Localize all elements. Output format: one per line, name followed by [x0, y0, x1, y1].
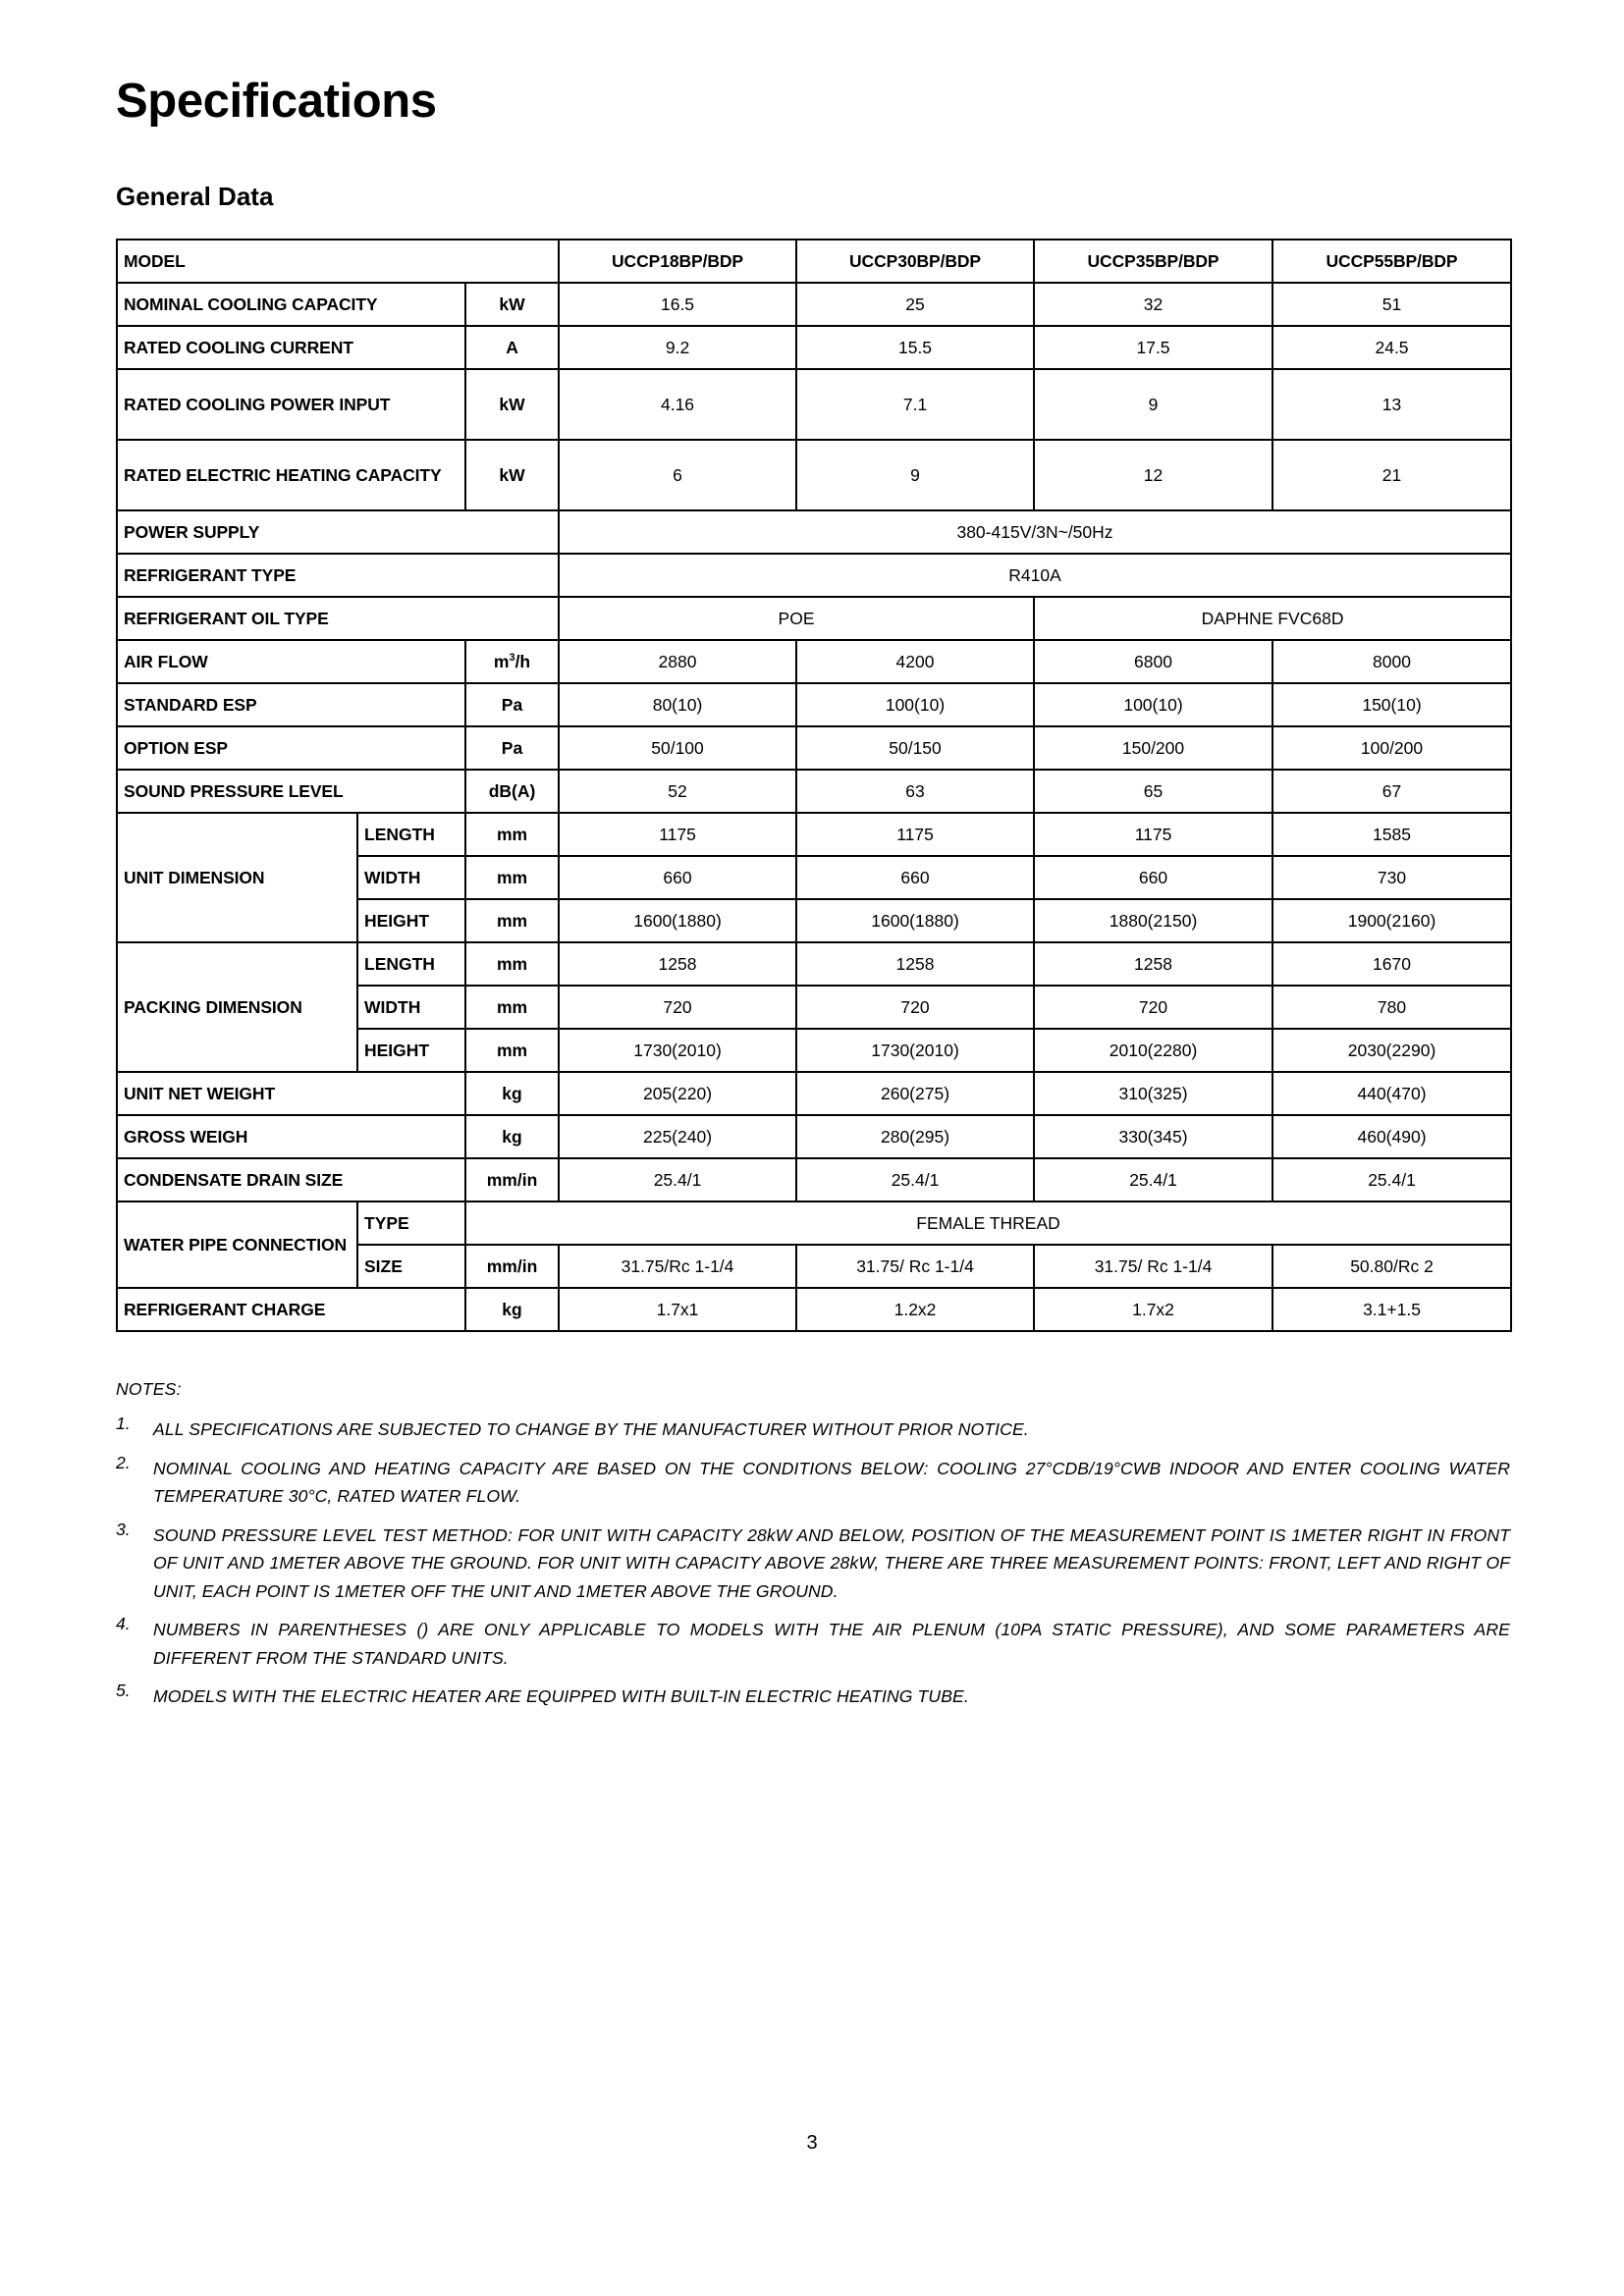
row-value: 25.4/1 [1272, 1158, 1511, 1201]
row-label: REFRIGERANT CHARGE [117, 1288, 465, 1331]
row-value: 1258 [559, 942, 796, 986]
row-value: 260(275) [796, 1072, 1034, 1115]
row-value: 1175 [1034, 813, 1272, 856]
row-value-merged: FEMALE THREAD [465, 1201, 1511, 1245]
row-value-merged: DAPHNE FVC68D [1034, 597, 1511, 640]
row-value: 1670 [1272, 942, 1511, 986]
table-row [117, 1201, 1511, 1245]
table-row [117, 597, 1511, 640]
row-value: 31.75/ Rc 1-1/4 [1034, 1245, 1272, 1288]
row-value: 25.4/1 [796, 1158, 1034, 1201]
row-value: 1880(2150) [1034, 899, 1272, 942]
row-value: 6800 [1034, 640, 1272, 683]
row-value: 25.4/1 [1034, 1158, 1272, 1201]
note-text: ALL SPECIFICATIONS ARE SUBJECTED TO CHANGE BY THE MANUFACTURER WITHOUT PRIOR NOTICE. [153, 1419, 1029, 1440]
row-label: RATED ELECTRIC HEATING CAPACITY [117, 440, 465, 510]
row-label: RATED COOLING CURRENT [117, 326, 465, 369]
model-column-header: UCCP30BP/BDP [796, 240, 1034, 283]
row-value: 100/200 [1272, 726, 1511, 770]
group-label-unit-dimension: UNIT DIMENSION [117, 813, 357, 942]
row-unit: mm [465, 899, 559, 942]
row-value: 1600(1880) [796, 899, 1034, 942]
row-label: REFRIGERANT TYPE [117, 554, 559, 597]
row-unit: kW [465, 283, 559, 326]
row-unit: kW [465, 369, 559, 440]
row-value: 460(490) [1272, 1115, 1511, 1158]
row-label: RATED COOLING POWER INPUT [117, 369, 465, 440]
row-value: 2880 [559, 640, 796, 683]
row-value: 1.7x2 [1034, 1288, 1272, 1331]
row-unit: mm [465, 813, 559, 856]
note-number: 5. [116, 1681, 131, 1701]
sub-row-label: LENGTH [357, 813, 465, 856]
table-row [117, 683, 1511, 726]
row-value: 150(10) [1272, 683, 1511, 726]
row-value: 660 [1034, 856, 1272, 899]
page-number: 3 [806, 2132, 818, 2154]
row-value: 205(220) [559, 1072, 796, 1115]
row-value: 4200 [796, 640, 1034, 683]
row-unit: mm [465, 942, 559, 986]
note-item [116, 1452, 1510, 1511]
table-body [117, 240, 1511, 1331]
row-value: 50.80/Rc 2 [1272, 1245, 1511, 1288]
row-value: 67 [1272, 770, 1511, 813]
row-value: 150/200 [1034, 726, 1272, 770]
row-unit: mm/in [465, 1245, 559, 1288]
row-value: 1.7x1 [559, 1288, 796, 1331]
row-value: 660 [796, 856, 1034, 899]
row-value: 12 [1034, 440, 1272, 510]
note-number: 3. [116, 1519, 131, 1539]
table-row [117, 1288, 1511, 1331]
row-unit: kg [465, 1115, 559, 1158]
row-value: 9 [1034, 369, 1272, 440]
notes-section [116, 1378, 1510, 1711]
row-value: 1585 [1272, 813, 1511, 856]
row-value: 6 [559, 440, 796, 510]
row-label: UNIT NET WEIGHT [117, 1072, 465, 1115]
row-value: 1730(2010) [559, 1029, 796, 1072]
row-value: 15.5 [796, 326, 1034, 369]
row-value: 780 [1272, 986, 1511, 1029]
row-unit: $m^3/h$ [465, 640, 559, 683]
table-row [117, 770, 1511, 813]
table-row [117, 726, 1511, 770]
row-value: 1258 [1034, 942, 1272, 986]
row-value: 720 [796, 986, 1034, 1029]
group-label-packing-dimension: PACKING DIMENSION [117, 942, 357, 1072]
row-value: 4.16 [559, 369, 796, 440]
row-unit: kg [465, 1288, 559, 1331]
row-unit: mm/in [465, 1158, 559, 1201]
row-unit: Pa [465, 726, 559, 770]
table-row [117, 369, 1511, 440]
row-value: 2030(2290) [1272, 1029, 1511, 1072]
row-label: NOMINAL COOLING CAPACITY [117, 283, 465, 326]
row-value-merged: 380-415V/3N~/50Hz [559, 510, 1511, 554]
note-number: 2. [116, 1452, 131, 1472]
note-item [116, 1519, 1510, 1606]
general-data-table [116, 239, 1512, 1332]
table-row [117, 640, 1511, 683]
row-value: 1900(2160) [1272, 899, 1511, 942]
model-column-header: UCCP55BP/BDP [1272, 240, 1511, 283]
note-number: 1. [116, 1414, 131, 1434]
row-value-merged: POE [559, 597, 1034, 640]
row-value: 330(345) [1034, 1115, 1272, 1158]
row-value: 1258 [796, 942, 1034, 986]
note-text: NOMINAL COOLING AND HEATING CAPACITY ARE BASED ON THE CONDITIONS BELOW: COOLING 27°CDB/19°CWB INDOOR AND ENTER COOLING WATER TEMPERATURE 30°C, RATED WATER FLOW. [153, 1458, 1510, 1507]
row-value: 7.1 [796, 369, 1034, 440]
row-unit: A [465, 326, 559, 369]
row-unit: kg [465, 1072, 559, 1115]
row-value: 25.4/1 [559, 1158, 796, 1201]
table-row [117, 554, 1511, 597]
row-value: 9.2 [559, 326, 796, 369]
row-value: 1730(2010) [796, 1029, 1034, 1072]
row-value: 80(10) [559, 683, 796, 726]
row-value: 1175 [796, 813, 1034, 856]
row-unit: mm [465, 856, 559, 899]
row-unit: kW [465, 440, 559, 510]
note-item [116, 1415, 1510, 1444]
row-label: POWER SUPPLY [117, 510, 559, 554]
table-row [117, 942, 1511, 986]
row-value: 24.5 [1272, 326, 1511, 369]
row-value: 63 [796, 770, 1034, 813]
row-value: 65 [1034, 770, 1272, 813]
table-row [117, 1158, 1511, 1201]
page-title: Specifications [116, 75, 437, 128]
row-value: 1600(1880) [559, 899, 796, 942]
row-value: 31.75/ Rc 1-1/4 [796, 1245, 1034, 1288]
note-number: 4. [116, 1614, 131, 1634]
row-value: 52 [559, 770, 796, 813]
row-value: 100(10) [1034, 683, 1272, 726]
row-value: 17.5 [1034, 326, 1272, 369]
row-value: 310(325) [1034, 1072, 1272, 1115]
table-row [117, 813, 1511, 856]
row-value: 730 [1272, 856, 1511, 899]
sub-row-label: TYPE [357, 1201, 465, 1245]
row-value: 51 [1272, 283, 1511, 326]
row-value: 16.5 [559, 283, 796, 326]
note-text: NUMBERS IN PARENTHESES () ARE ONLY APPLICABLE TO MODELS WITH THE AIR PLENUM (10PA STATIC PRESSURE), AND SOME PARAMETERS ARE DIFFERENT FROM THE STANDARD UNITS. [153, 1620, 1510, 1668]
table-header-row [117, 240, 1511, 283]
row-value: 720 [559, 986, 796, 1029]
row-value: 13 [1272, 369, 1511, 440]
table-row [117, 1115, 1511, 1158]
row-value: 720 [1034, 986, 1272, 1029]
row-value: 8000 [1272, 640, 1511, 683]
row-value: 440(470) [1272, 1072, 1511, 1115]
row-value: 32 [1034, 283, 1272, 326]
row-label: GROSS WEIGH [117, 1115, 465, 1158]
table-row [117, 326, 1511, 369]
row-value: 660 [559, 856, 796, 899]
row-value: 21 [1272, 440, 1511, 510]
row-value-merged: R410A [559, 554, 1511, 597]
row-value: 9 [796, 440, 1034, 510]
note-item [116, 1682, 1510, 1711]
sub-row-label: HEIGHT [357, 899, 465, 942]
row-label: STANDARD ESP [117, 683, 465, 726]
row-value: 50/150 [796, 726, 1034, 770]
row-unit: Pa [465, 683, 559, 726]
sub-row-label: LENGTH [357, 942, 465, 986]
section-title: General Data [116, 182, 274, 212]
row-label: OPTION ESP [117, 726, 465, 770]
row-value: 3.1+1.5 [1272, 1288, 1511, 1331]
row-value: 280(295) [796, 1115, 1034, 1158]
table-row [117, 510, 1511, 554]
row-label: REFRIGERANT OIL TYPE [117, 597, 559, 640]
sub-row-label: WIDTH [357, 986, 465, 1029]
row-label: CONDENSATE DRAIN SIZE [117, 1158, 465, 1201]
sub-row-label: WIDTH [357, 856, 465, 899]
row-value: 25 [796, 283, 1034, 326]
note-text: MODELS WITH THE ELECTRIC HEATER ARE EQUIPPED WITH BUILT-IN ELECTRIC HEATING TUBE. [153, 1686, 969, 1707]
sub-row-label: HEIGHT [357, 1029, 465, 1072]
row-value: 31.75/Rc 1-1/4 [559, 1245, 796, 1288]
table-row [117, 283, 1511, 326]
row-unit: dB(A) [465, 770, 559, 813]
model-header-label: MODEL [117, 240, 559, 283]
row-unit: mm [465, 1029, 559, 1072]
row-value: 100(10) [796, 683, 1034, 726]
row-unit: mm [465, 986, 559, 1029]
model-column-header: UCCP35BP/BDP [1034, 240, 1272, 283]
row-value: 1.2x2 [796, 1288, 1034, 1331]
note-text: SOUND PRESSURE LEVEL TEST METHOD: FOR UNIT WITH CAPACITY 28kW AND BELOW, POSITION OF THE MEASUREMENT POINT IS 1METER RIGHT IN FRONT OF UNIT AND 1METER ABOVE THE GROUND. FOR UNIT WITH CAPACITY ABOVE 28kW, THERE ARE THREE MEASUREMENT POINTS: FRONT, LEFT AND RIGHT OF UNIT, EACH POINT IS 1METER OFF THE UNIT AND 1METER ABOVE THE GROUND. [153, 1524, 1510, 1601]
row-value: 225(240) [559, 1115, 796, 1158]
note-item [116, 1616, 1510, 1672]
row-label: SOUND PRESSURE LEVEL [117, 770, 465, 813]
row-value: 50/100 [559, 726, 796, 770]
notes-title: NOTES: [116, 1378, 182, 1399]
model-column-header: UCCP18BP/BDP [559, 240, 796, 283]
row-value: 2010(2280) [1034, 1029, 1272, 1072]
row-label: AIR FLOW [117, 640, 465, 683]
table-row [117, 1072, 1511, 1115]
row-value: 1175 [559, 813, 796, 856]
sub-row-label: SIZE [357, 1245, 465, 1288]
group-label-water-pipe-connection: WATER PIPE CONNECTION [117, 1201, 357, 1288]
table-row [117, 440, 1511, 510]
